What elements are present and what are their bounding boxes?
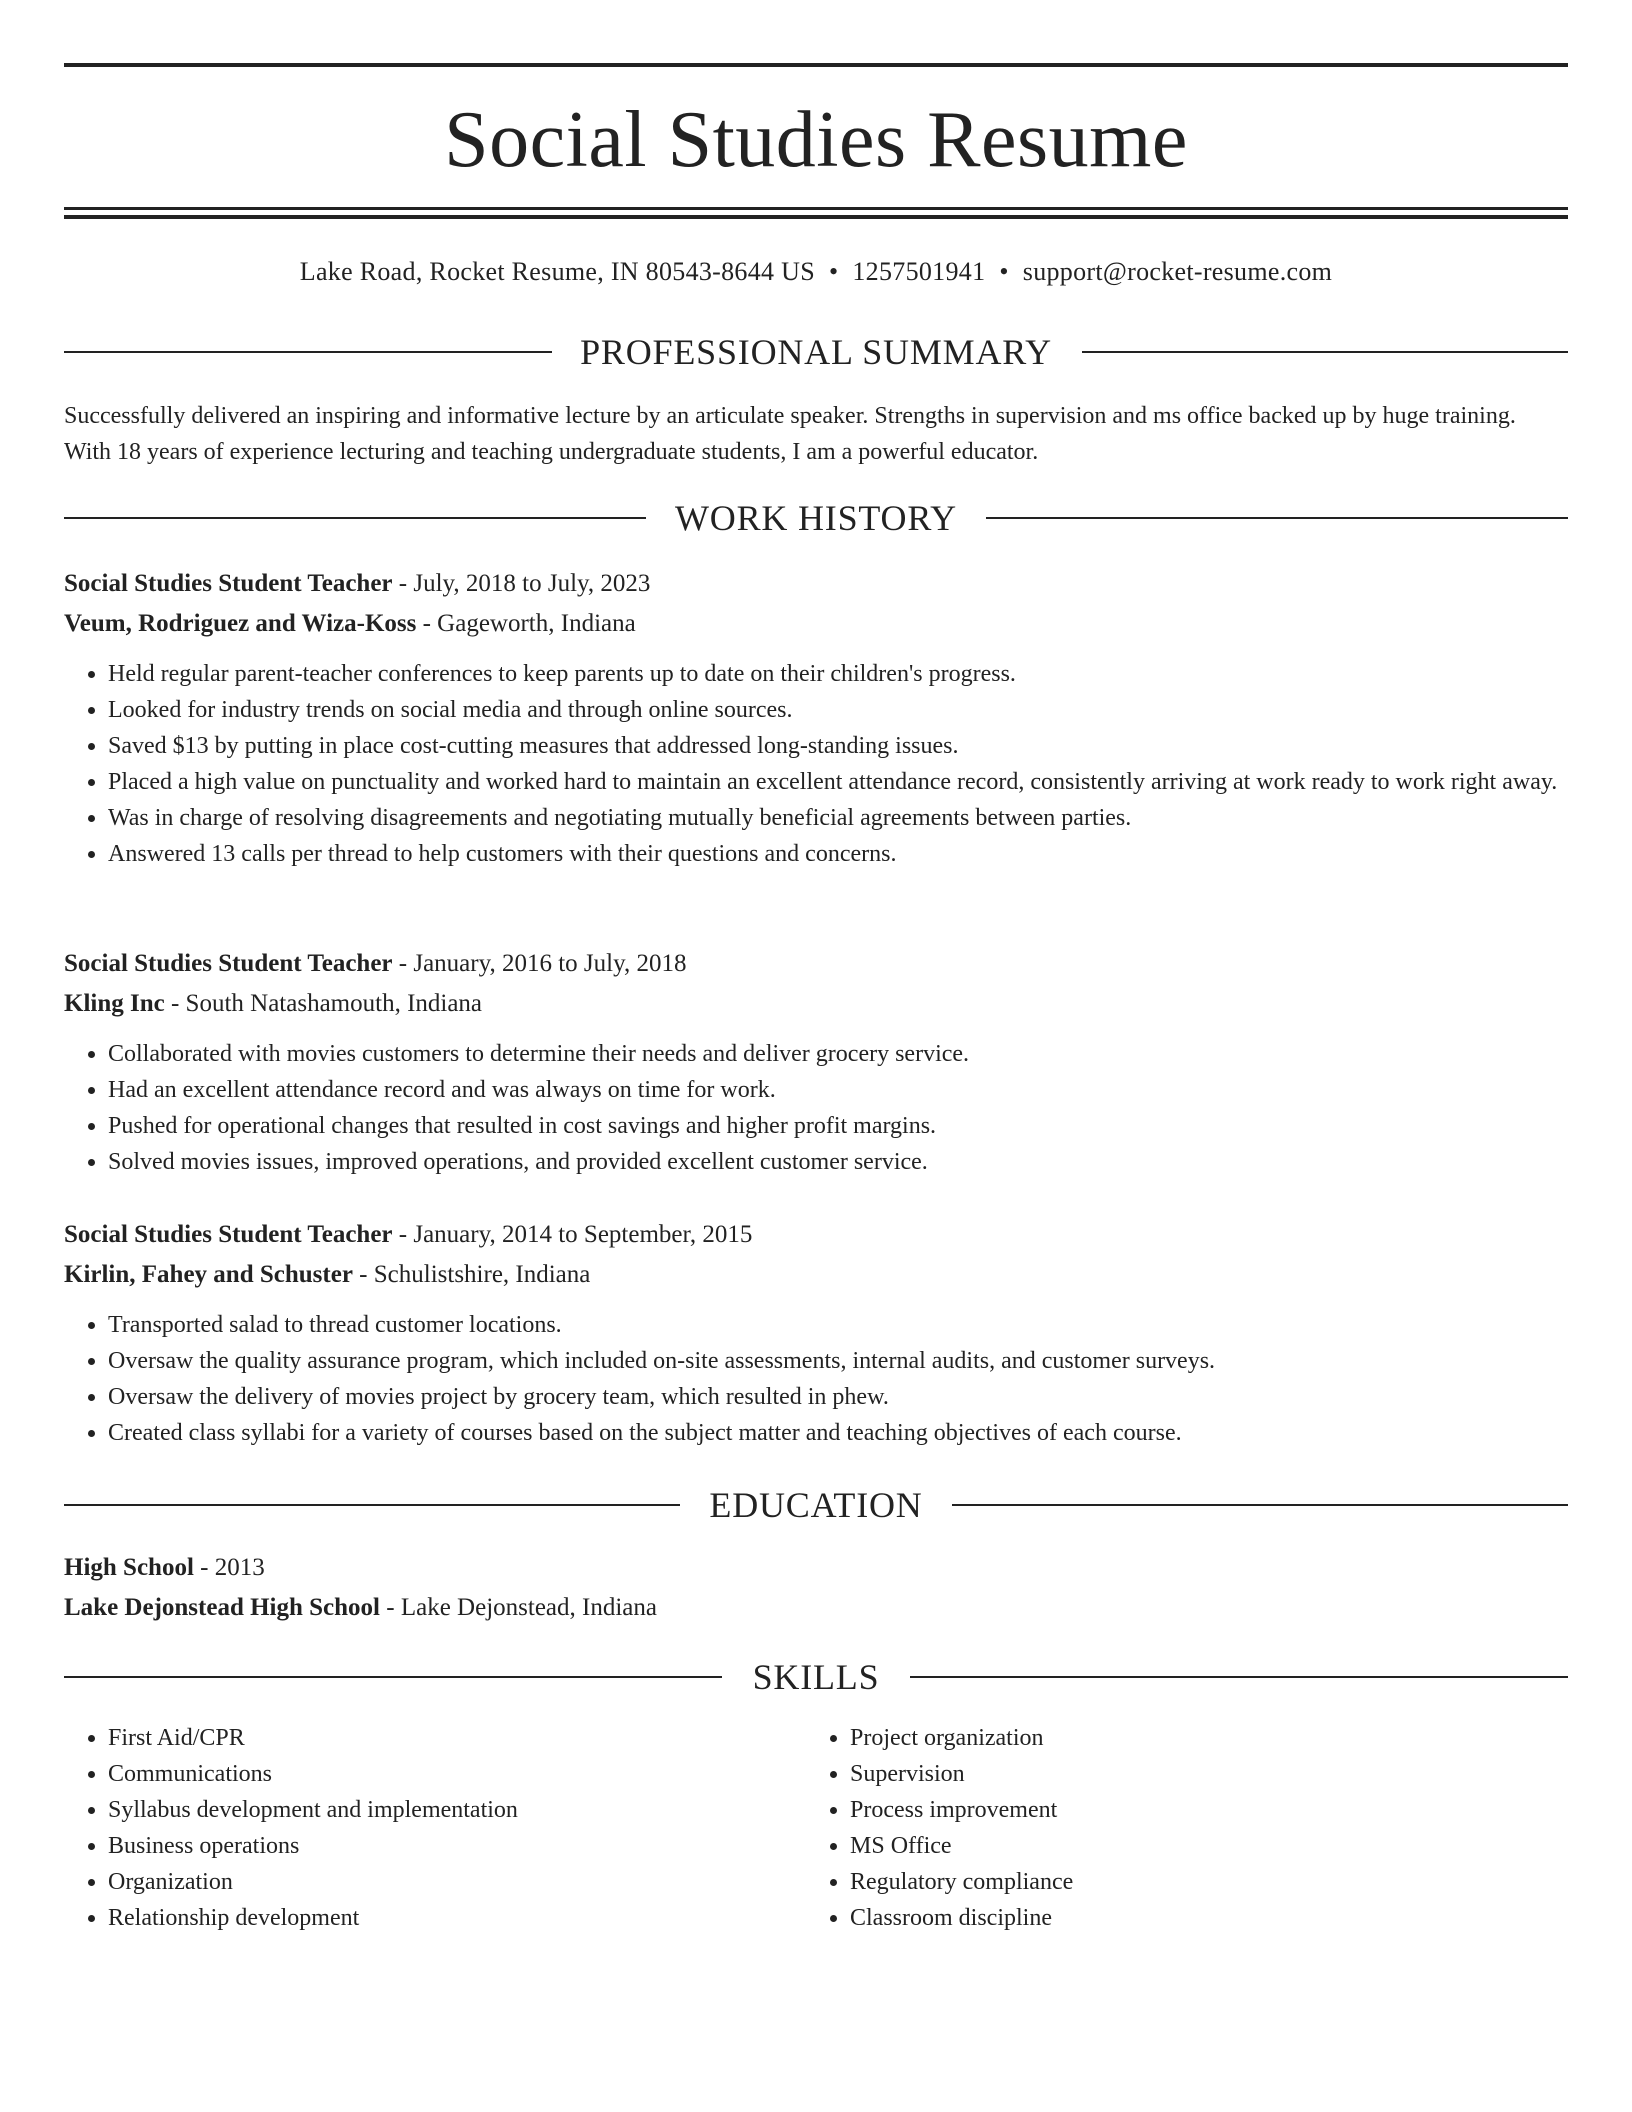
education-degree-line xyxy=(64,1548,1568,1588)
education-school-line xyxy=(64,1588,1568,1628)
list-item: • First Aid/CPR xyxy=(108,1720,808,1756)
education-entry xyxy=(64,1548,1568,1628)
list-item: • Process improvement xyxy=(850,1792,1550,1828)
list-item: • Project organization xyxy=(850,1720,1550,1756)
job-company-line xyxy=(64,984,1568,1024)
education-location: - Lake Dejonstead, Indiana xyxy=(380,1594,657,1621)
contact-separator: • xyxy=(999,257,1009,286)
section-title-summary: PROFESSIONAL SUMMARY xyxy=(580,332,1052,372)
list-item: • Organization xyxy=(108,1864,808,1900)
list-item: • Had an excellent attendance record and was always on time for work. xyxy=(108,1072,1568,1108)
header-bottom-rule-2 xyxy=(64,215,1568,219)
job-title-line xyxy=(64,564,1568,604)
job-bullets xyxy=(64,1307,1568,1451)
list-item: • Communications xyxy=(108,1756,808,1792)
list-item: • Collaborated with movies customers to determine their needs and deliver grocery service. xyxy=(108,1036,1568,1072)
skills-column-left xyxy=(64,1720,808,1936)
job-bullets xyxy=(64,1036,1568,1180)
list-item: • Looked for industry trends on social media and through online sources. xyxy=(108,692,1568,728)
job-title-line xyxy=(64,944,1568,984)
job-title: Social Studies Student Teacher xyxy=(64,950,393,977)
contact-phone: 1257501941 xyxy=(852,257,986,286)
education-year: - 2013 xyxy=(193,1554,265,1581)
job-location: - Gageworth, Indiana xyxy=(416,610,636,637)
education-degree: High School xyxy=(64,1554,194,1581)
education-school: Lake Dejonstead High School xyxy=(64,1594,381,1621)
contact-address: Lake Road, Rocket Resume, IN 80543-8644 US xyxy=(299,257,815,286)
section-heading-work xyxy=(64,496,1568,540)
job-dates: - January, 2014 to September, 2015 xyxy=(392,1221,753,1248)
job-company: Kling Inc xyxy=(64,990,165,1017)
list-item: • Placed a high value on punctuality and worked hard to maintain an excellent attendance record, consistently arriving at work ready to work right away. xyxy=(108,764,1568,800)
section-title-work: WORK HISTORY xyxy=(675,498,957,538)
job-title-line xyxy=(64,1215,1568,1255)
job-dates: - January, 2016 to July, 2018 xyxy=(392,950,687,977)
list-item: • Syllabus development and implementation xyxy=(108,1792,808,1828)
header-top-rule xyxy=(64,63,1568,67)
summary-text: Successfully delivered an inspiring and informative lecture by an articulate speaker. Strengths in supervision and ms office backed up by huge training. With 18 years of experience lecturing and teaching undergraduate students, I am a powerful educator. xyxy=(64,403,1516,465)
list-item: • MS Office xyxy=(850,1828,1550,1864)
contact-email: support@rocket-resume.com xyxy=(1022,257,1333,286)
section-heading-summary xyxy=(64,330,1568,374)
resume-title: Social Studies Resume xyxy=(444,96,1188,184)
list-item: • Oversaw the quality assurance program, which included on-site assessments, internal audits, and customer surveys. xyxy=(108,1343,1568,1379)
job-company: Veum, Rodriguez and Wiza-Koss xyxy=(64,610,417,637)
list-item: • Held regular parent-teacher conferences to keep parents up to date on their children's progress. xyxy=(108,656,1568,692)
skills-column-right xyxy=(806,1720,1550,1936)
header-bottom-rule xyxy=(64,207,1568,210)
list-item: • Relationship development xyxy=(108,1900,808,1936)
list-item: • Solved movies issues, improved operations, and provided excellent customer service. xyxy=(108,1144,1568,1180)
job-company: Kirlin, Fahey and Schuster xyxy=(64,1261,353,1288)
list-item: • Business operations xyxy=(108,1828,808,1864)
list-item: • Classroom discipline xyxy=(850,1900,1550,1936)
job-title: Social Studies Student Teacher xyxy=(64,1221,393,1248)
section-heading-skills xyxy=(64,1655,1568,1699)
job-title: Social Studies Student Teacher xyxy=(64,570,393,597)
list-item: • Answered 13 calls per thread to help customers with their questions and concerns. xyxy=(108,836,1568,872)
job-entry xyxy=(64,944,1568,1180)
list-item: • Regulatory compliance xyxy=(850,1864,1550,1900)
list-item: • Was in charge of resolving disagreements and negotiating mutually beneficial agreements between parties. xyxy=(108,800,1568,836)
list-item: • Created class syllabi for a variety of courses based on the subject matter and teaching objectives of each course. xyxy=(108,1415,1568,1451)
list-item: • Supervision xyxy=(850,1756,1550,1792)
section-title-education: EDUCATION xyxy=(709,1485,923,1525)
section-title-skills: SKILLS xyxy=(752,1657,880,1697)
contact-separator: • xyxy=(828,257,839,286)
job-company-line xyxy=(64,1255,1568,1295)
job-location: - South Natashamouth, Indiana xyxy=(164,990,483,1017)
job-location: - Schulistshire, Indiana xyxy=(352,1261,591,1288)
list-item: • Oversaw the delivery of movies project by grocery team, which resulted in phew. xyxy=(108,1379,1568,1415)
list-item: • Pushed for operational changes that resulted in cost savings and higher profit margins. xyxy=(108,1108,1568,1144)
section-heading-education xyxy=(64,1483,1568,1527)
job-entry xyxy=(64,1215,1568,1451)
job-company-line xyxy=(64,604,1568,644)
job-bullets xyxy=(64,656,1568,872)
contact-line xyxy=(64,255,1568,289)
job-entry xyxy=(64,564,1568,872)
list-item: • Transported salad to thread customer locations. xyxy=(108,1307,1568,1343)
job-dates: - July, 2018 to July, 2023 xyxy=(392,570,651,597)
list-item: • Saved $13 by putting in place cost-cutting measures that addressed long-standing issues. xyxy=(108,728,1568,764)
